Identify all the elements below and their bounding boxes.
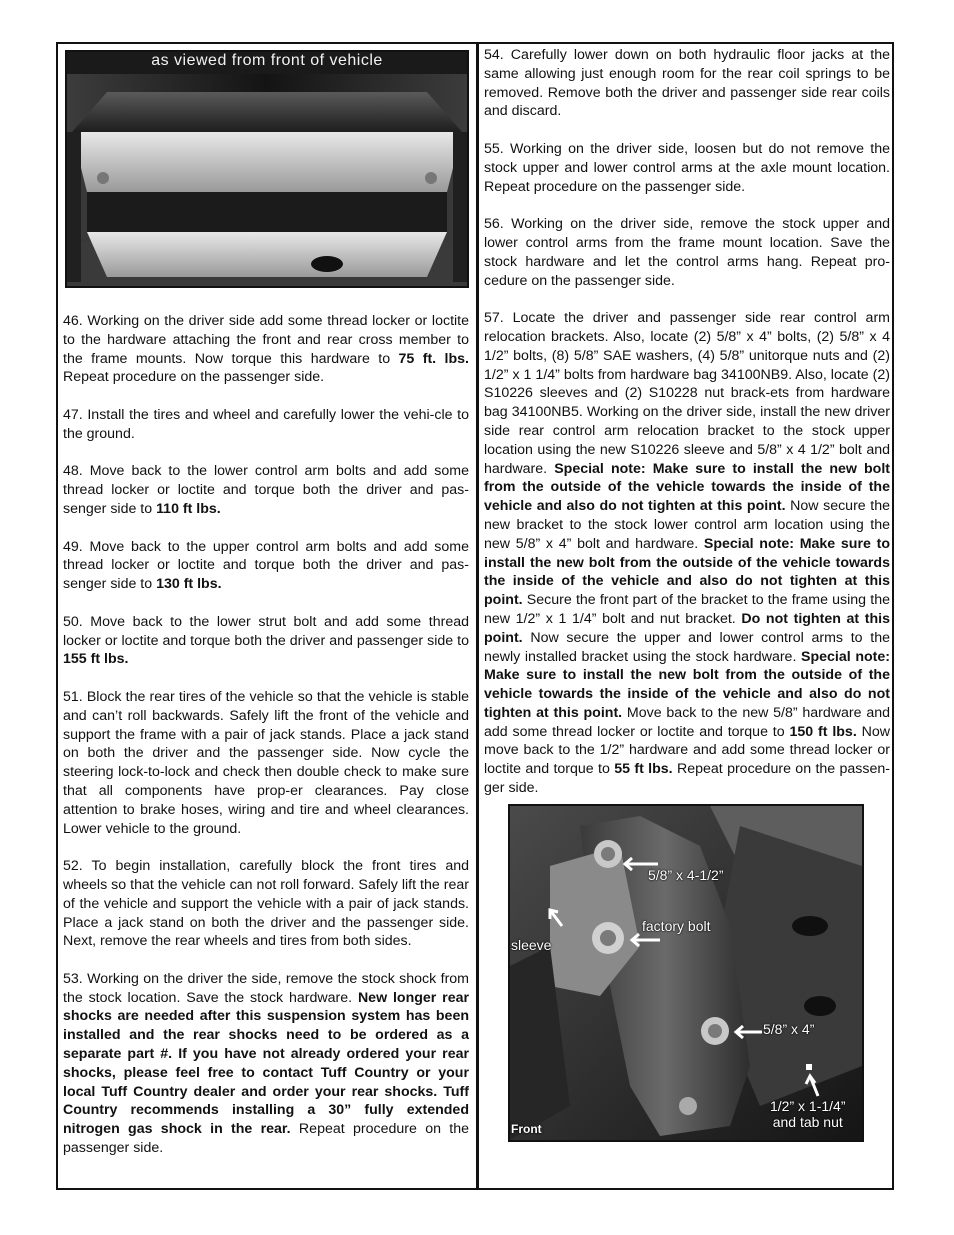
bracket-photo-illustration [510, 806, 862, 1140]
step-47: 47. Install the tires and wheel and carefully lower the vehi-cle to the ground. [63, 406, 469, 442]
step-50: 50. Move back to the lower strut bolt and add some thread locker or loctite and torque both the driver and passenger side to 155 ft lbs. [63, 613, 469, 668]
step-49: 49. Move back to the upper control arm bolts and add some thread locker or loctite and torque both the driver and pas-senger side to 130 ft lbs. [63, 538, 469, 593]
step-54: 54. Carefully lower down on both hydraulic floor jacks at the same allowing just enough room for the rear coil springs to be removed. Remove both the driver and passenger side rear coils and discard. [484, 47, 890, 120]
label-sleeve: sleeve [511, 936, 552, 953]
label-factory-bolt: factory bolt [642, 917, 711, 934]
step-46: 46. Working on the driver side add some thread locker or loctite to the hardware attaching the front and rear cross member to the frame mounts. Now torque this hardware to 75 ft. lbs. Repeat procedure on the passenger side. [63, 313, 469, 386]
photo-caption: as viewed from front of vehicle [151, 52, 383, 69]
bracket-photo [508, 804, 864, 1142]
label-tab-nut [770, 1098, 845, 1130]
step-48: 48. Move back to the lower control arm bolts and add some thread locker or loctite and torque both the driver and pas-senger side to 110 ft lbs. [63, 463, 469, 517]
label-tab-nut-line-1: 1/2” x 1-1/4” [770, 1097, 846, 1114]
label-front: Front [511, 1121, 542, 1136]
label-bolt-4: 5/8” x 4” [763, 1020, 815, 1037]
step-56: 56. Working on the driver side, remove the stock upper and lower control arms from the frame mount location. Save the stock hardware and let the control arms hang. Repeat pro-cedure on the passenger side. [484, 216, 890, 289]
step-51: 51. Block the rear tires of the vehicle so that the vehicle is stable and can’t roll backwards. Safely lift the front of the vehicle and support the frame with a pair of jack stands. Place a jack stand on both the driver and the passenger side. Now cycle the steering lock-to-lock and check then double check to make sure that all components have prop-er clearances. Pay close attention to brake hoses, wiring and tire and wheel clearances. Lower vehicle to the ground. [63, 688, 469, 837]
left-column [63, 42, 469, 1177]
crossmember-photo [65, 50, 469, 288]
column-divider [476, 42, 479, 1190]
step-57: 57. Locate the driver and passenger side rear control arm relocation brackets. Also, locate (2) 5/8” x 4” bolts, (2) 5/8” x 4 1/2” bolts, (8) 5/8” SAE washers, (4) 5/8” unitorque nuts and (2) 1/2” x 1 1/4” bolts from hardware bag 34100NB9. Also, locate (2) S10226 sleeves and (2) S10228 nut brack-ets from hardware bag 34100NB5. Working on the driver side, install the new driver side rear control arm relocation bracket to the stock upper location using the new S10226 sleeve and 5/8” x 4 1/2” bolt and hardware. Special note: Make sure to install the new bolt from the outside of the vehicle towards the inside of the vehicle and also do not tighten at this point. Now secure the new bracket to the stock lower control arm location using the new 5/8” x 4” bolt and hardware. Special note: Make sure to install the new bolt from the outside of the vehicle towards the inside of the vehicle and also do not tighten at this point. Secure the front part of the bracket to the frame using the new 1/2” x 1 1/4” bolt and nut bracket. Do not tighten at this point. Now secure the upper and lower control arms to the newly installed bracket using the stock hardware. Special note: Make sure to install the new bolt from the outside of the vehicle towards the inside of the vehicle and also do not tighten at this point. Move back to the new 5/8” hardware and add some thread locker or loctite and torque to 150 ft lbs. Now move back to the 1/2” hardware and add some thread locker or loctite and torque to 55 ft lbs. Repeat procedure on the passen-ger side. [484, 310, 891, 797]
label-bolt-4-1-2: 5/8” x 4-1/2” [648, 866, 724, 883]
step-52: 52. To begin installation, carefully block the front tires and wheels so that the vehicle can not roll forward. Safely lift the rear of the vehicle and support the vehicle with a pair of jack stands. Place a jack stand on both the driver and the passenger side. Next, remove the rear wheels and tires from both sides. [63, 858, 469, 950]
label-tab-nut-line-2: and tab nut [772, 1113, 843, 1130]
step-53: 53. Working on the driver the side, remove the stock shock from the stock location. Save the stock hardware. New longer rear shocks are needed after this suspension system has been installed and the rear shocks need to be ordered as a separate part #. If you have not already ordered your rear shocks, please feel free to contact Tuff Country or your local Tuff Country dealer and order your rear shocks. Tuff Country recommends installing a 30” fully extended nitrogen gas shock in the rear. Repeat procedure on the passenger side. [63, 970, 470, 1157]
right-column [484, 46, 890, 1142]
crossmember-photo-illustration [67, 52, 467, 286]
step-55: 55. Working on the driver side, loosen but do not remove the stock upper and lower control arms at the axle mount location. Repeat procedure on the passenger side. [484, 140, 890, 195]
